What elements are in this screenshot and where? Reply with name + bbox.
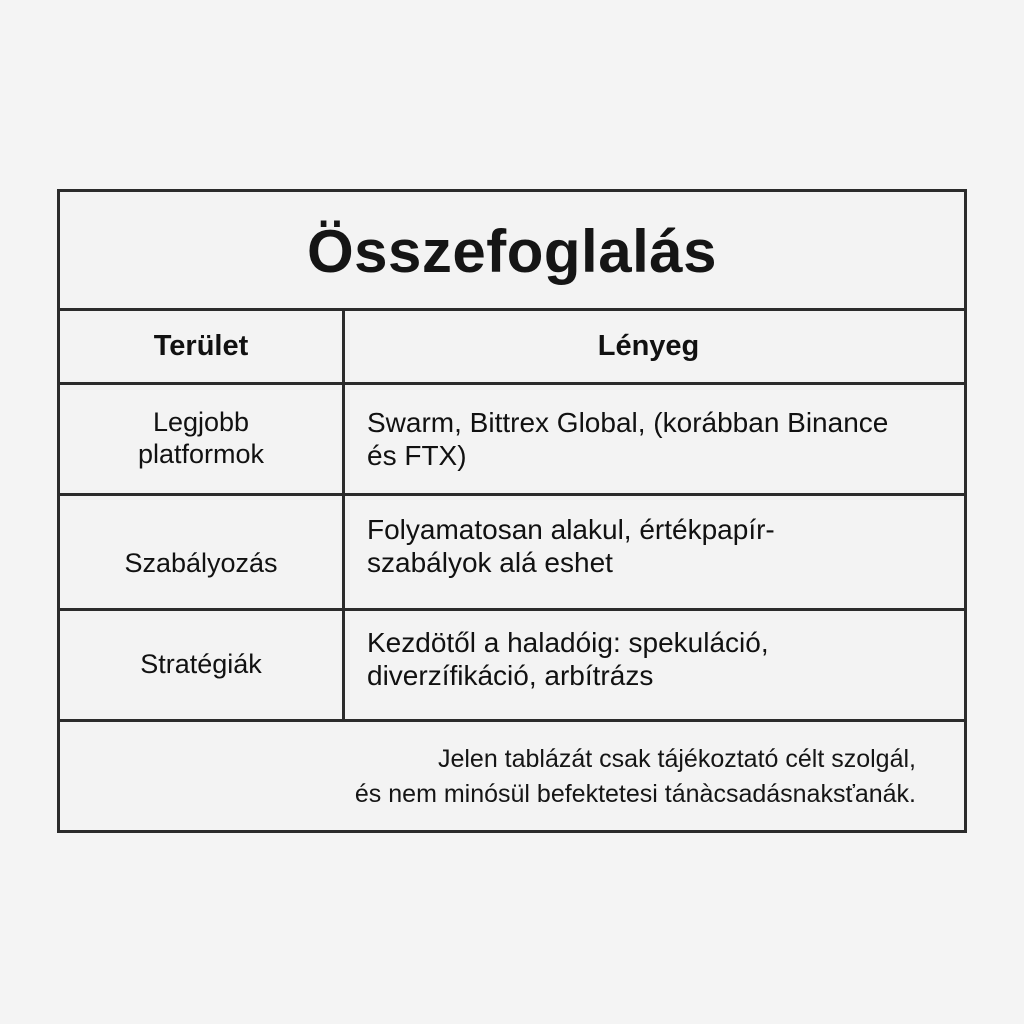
row-area-label: Szabályozás: [124, 548, 278, 579]
table-title-row: [60, 192, 964, 311]
row-essence-text: Kezdötől a haladóig: spekuláció, diverzífikáció, arbítrázs: [367, 626, 769, 691]
disclaimer-line-1: Jelen tablázát csak tájékoztató célt szolgál,: [437, 745, 916, 773]
row-area-cell: [60, 385, 345, 493]
row-area-cell: [60, 611, 345, 719]
row-essence-cell: [345, 496, 964, 608]
table-row: [60, 496, 964, 611]
disclaimer-text: [355, 742, 916, 811]
row-area-label: Legjobb platformok: [137, 407, 265, 469]
row-essence-cell: [345, 385, 964, 493]
row-area-cell: [60, 496, 345, 608]
header-essence: Lényeg: [597, 330, 700, 362]
table-row: [60, 385, 964, 496]
row-essence-cell: [345, 611, 964, 719]
table-row: [60, 611, 964, 722]
summary-table: [57, 189, 967, 833]
header-area: Terület: [60, 311, 345, 382]
table-header-row: [60, 311, 964, 385]
row-essence-text: Swarm, Bittrex Global, (korábban Binance és FTX): [367, 406, 889, 471]
row-area-label: Stratégiák: [140, 649, 262, 680]
row-essence-text: Folyamatosan alakul, értékpapír-szabályok alá eshet: [367, 513, 775, 578]
disclaimer-row: [60, 722, 964, 830]
disclaimer-line-2: és nem minósül befektetesi tánàcsadásnaksťanák.: [354, 779, 916, 808]
table-title: Összefoglalás: [306, 217, 717, 285]
